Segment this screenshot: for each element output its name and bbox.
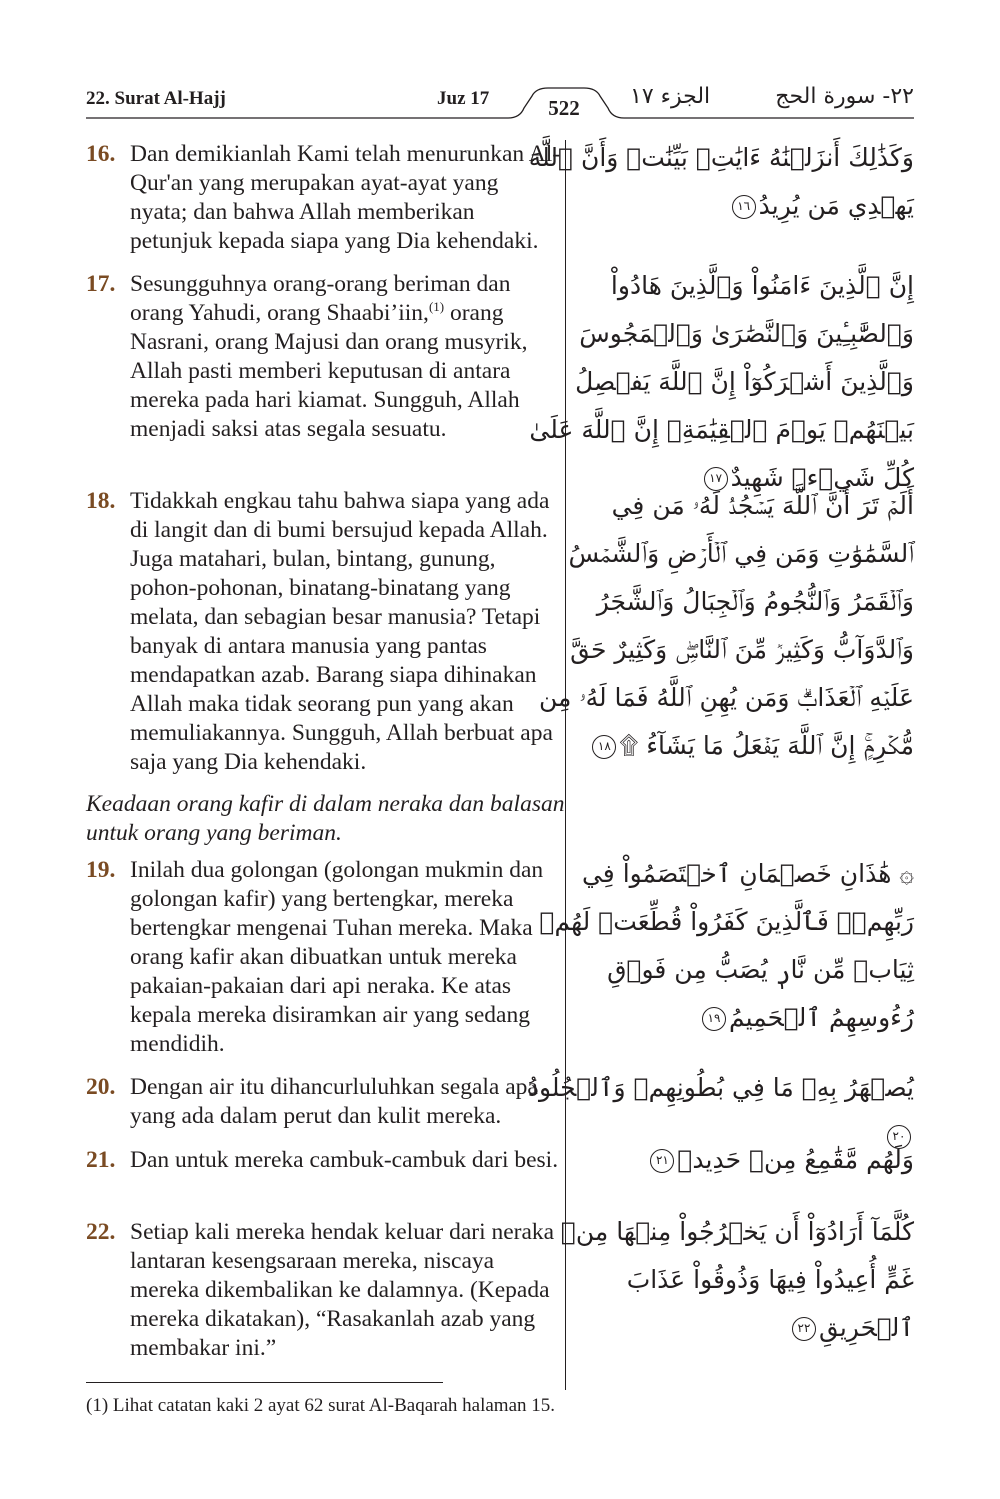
verse-number: 20. bbox=[86, 1074, 116, 1100]
ayah-end-marker: ١٩ bbox=[702, 1007, 726, 1031]
arabic-text: يُصۡهَرُ بِهِۦ مَا فِي بُطُونِهِمۡ وَٱلۡجُلُودُ bbox=[527, 1073, 914, 1102]
arabic-text: إِنَّ ٱلَّذِينَ ءَامَنُواْ وَٱلَّذِينَ هَادُواْ وَٱلصَّٰبِـِٔينَ وَٱلنَّصَٰرَىٰ وَٱلۡمَجُوسَ وَٱلَّذِينَ أَشۡرَكُوٓاْ إِنَّ ٱللَّهَ يَفۡصِلُ بَيۡنَهُمۡ يَوۡمَ ٱلۡقِيَٰمَةِۚ إِنَّ ٱللَّهَ عَلَىٰ كُلِّ شَيۡءٖ شَهِيدٌ bbox=[529, 271, 914, 492]
juz-label-latin: Juz 17 bbox=[437, 88, 490, 109]
footnote: (1) Lihat catatan kaki 2 ayat 62 surat Al-Baqarah halaman 15. bbox=[86, 1395, 556, 1416]
verse-text: Dengan air itu dihancurluluhkan segala apa yang ada dalam perut dan kulit mereka. bbox=[130, 1074, 538, 1129]
verse-text: Inilah dua golongan (golongan mukmin dan golongan kafir) yang bertengkar, mereka bertengkar mengenai Tuhan mereka. Maka orang kafir akan dibuatkan untuk mereka pakaian-pakaian dari api neraka. Ke atas kepala mereka disiramkan air yang sedang mendidih. bbox=[130, 857, 544, 1057]
footnote-ref[interactable]: (1) bbox=[428, 299, 445, 315]
ayah-end-marker: ٢٠ bbox=[887, 1125, 911, 1149]
ayah-end-marker: ١٧ bbox=[704, 467, 728, 491]
arabic-text: وَلَهُم مَّقَٰمِعُ مِنۡ حَدِيدٖ bbox=[677, 1145, 914, 1174]
section-subheading: Keadaan orang kafir di dalam neraka dan balasan untuk orang yang beriman. bbox=[86, 791, 565, 846]
verse-number: 21. bbox=[86, 1147, 116, 1173]
surah-title-latin: 22. Surat Al-Hajj bbox=[86, 88, 226, 109]
verse-17 bbox=[86, 270, 561, 444]
arabic-text: وَكَذَٰلِكَ أَنزَلۡنَٰهُ ءَايَٰتِۭ بَيِّنَٰتٖ وَأَنَّ ٱللَّهَ يَهۡدِي مَن يُرِيدُ bbox=[528, 143, 914, 220]
verse-text: Dan untuk mereka cambuk-cambuk dari besi. bbox=[130, 1147, 559, 1173]
verse-number: 17. bbox=[86, 271, 116, 297]
arabic-verse-19 bbox=[524, 850, 914, 1042]
arabic-verse-17 bbox=[524, 262, 914, 502]
verse-text: Setiap kali mereka hendak keluar dari neraka lantaran kesengsaraan mereka, niscaya mereka dikembalikan ke dalamnya. (Kepada mereka dikatakan), “Rasakanlah azab yang membakar ini.” bbox=[130, 1219, 555, 1361]
page-number: 522 bbox=[548, 96, 580, 120]
arabic-verse-18 bbox=[524, 482, 914, 770]
page-header bbox=[0, 0, 1000, 130]
juz-label-arabic: الجزء ١٧ bbox=[630, 84, 711, 109]
arabic-verse-16 bbox=[524, 134, 914, 230]
verse-text: Dan demikianlah Kami telah menurunkan Al-Qur'an yang merupakan ayat-ayat yang nyata; dan bahwa Allah memberikan petunjuk kepada siapa yang Dia kehendaki. bbox=[130, 141, 561, 254]
verse-text-part: Sesungguhnya orang-orang beriman dan orang Yahudi, orang Shaabi’iin, bbox=[130, 271, 511, 326]
header-rule bbox=[0, 0, 1000, 130]
verse-number: 22. bbox=[86, 1219, 116, 1245]
arabic-verse-21 bbox=[524, 1136, 914, 1184]
verse-21 bbox=[86, 1146, 561, 1175]
verse-22 bbox=[86, 1218, 561, 1363]
arabic-verse-22 bbox=[524, 1208, 914, 1352]
verse-16 bbox=[86, 140, 561, 256]
ayah-end-marker: ١٨ bbox=[592, 735, 616, 759]
verse-text bbox=[130, 270, 561, 444]
ayah-end-marker: ١٦ bbox=[732, 195, 756, 219]
verse-18 bbox=[86, 487, 561, 777]
verse-text-part: orang Nasrani, orang Majusi dan orang musyrik, Allah pasti memberi keputusan di antara mereka pada hari kiamat. Sungguh, Allah menjadi saksi atas segala sesuatu. bbox=[130, 300, 528, 442]
arabic-text: أَلَمۡ تَرَ أَنَّ ٱللَّهَ يَسۡجُدُۤ لَهُۥ مَن فِي ٱلسَّمَٰوَٰتِ وَمَن فِي ٱلۡأَرۡضِ وَٱلشَّمۡسُ وَٱلۡقَمَرُ وَٱلنُّجُومُ وَٱلۡجِبَالُ وَٱلشَّجَرُ وَٱلدَّوَآبُّ وَكَثِيرٞ مِّنَ ٱلنَّاسِۖ وَكَثِيرٌ حَقَّ عَلَيۡهِ ٱلۡعَذَابُۗ وَمَن يُهِنِ ٱللَّهُ فَمَا لَهُۥ مِن مُّكۡرِمٍۚ إِنَّ ٱللَّهَ يَفۡعَلُ مَا يَشَآءُ ۩ bbox=[538, 491, 914, 760]
verse-19 bbox=[86, 856, 561, 1059]
verse-text: Tidakkah engkau tahu bahwa siapa yang ada di langit dan di bumi bersujud kepada Allah. Juga matahari, bulan, bintang, gunung, pohon-pohonan, binatang-binatang yang melata, dan sebagian besar manusia? Tetapi banyak di antara manusia yang pantas mendapatkan azab. Barang siapa dihinakan Allah maka tidak seorang pun yang akan memuliakannya. Sungguh, Allah berbuat apa saja yang Dia kehendaki. bbox=[130, 488, 553, 775]
verse-number: 16. bbox=[86, 141, 116, 167]
verse-20 bbox=[86, 1073, 561, 1131]
footnote-divider bbox=[86, 1382, 443, 1383]
arabic-text: كُلَّمَآ أَرَادُوٓاْ أَن يَخۡرُجُواْ مِنۡهَا مِنۡ غَمٍّ أُعِيدُواْ فِيهَا وَذُوقُواْ عَذَابَ ٱلۡحَرِيقِ bbox=[560, 1217, 914, 1342]
verse-number: 19. bbox=[86, 857, 116, 883]
surah-title-arabic: ٢٢- سورة الحج bbox=[775, 84, 914, 109]
ayah-end-marker: ٢٢ bbox=[792, 1317, 816, 1341]
verse-number: 18. bbox=[86, 488, 116, 514]
arabic-text: ۞ هَٰذَانِ خَصۡمَانِ ٱخۡتَصَمُواْ فِي رَبِّهِمۡۖ فَٱلَّذِينَ كَفَرُواْ قُطِّعَتۡ لَهُمۡ ثِيَابٞ مِّن نَّارٖ يُصَبُّ مِن فَوۡقِ رُءُوسِهِمُ ٱلۡحَمِيمُ bbox=[539, 859, 914, 1032]
ayah-end-marker: ٢١ bbox=[650, 1149, 674, 1173]
